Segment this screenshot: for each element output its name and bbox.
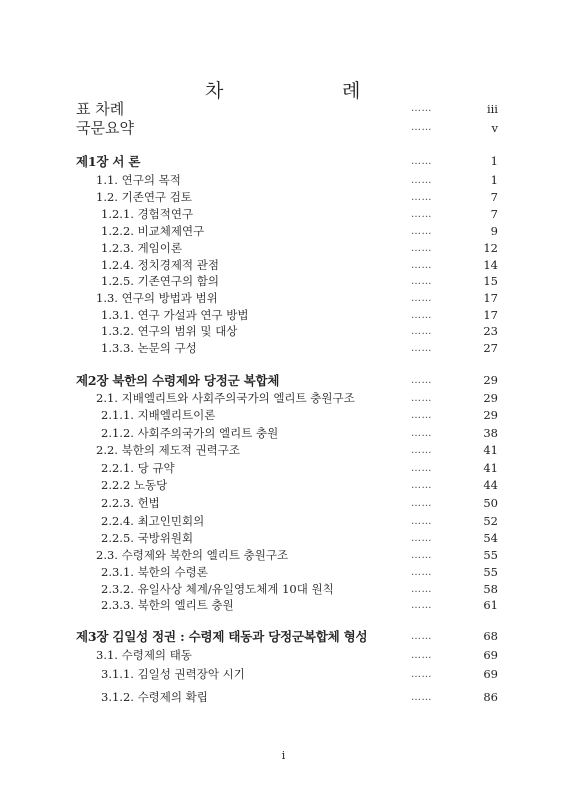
toc-subsection[interactable] [0,257,567,274]
toc-page-number: iii [486,102,498,116]
toc-chapter[interactable] [0,372,567,389]
toc-page-number: 50 [483,496,498,510]
toc-page-number: 55 [483,565,498,579]
toc-section[interactable] [0,290,567,307]
toc-subsection[interactable] [0,564,567,581]
toc-page-number: 68 [483,629,498,643]
toc-page-number: 69 [483,667,498,681]
toc-subsection[interactable] [0,495,567,512]
toc-entry-label: 국문요약 [76,119,134,137]
toc-section[interactable] [0,189,567,206]
toc-leader-dots: …… [411,293,432,304]
toc-subsection[interactable] [0,307,567,324]
toc-entry-label: 2.2.4. 최고인민회의 [101,514,205,528]
toc-page-number: 7 [490,207,498,221]
toc-entry-label: 1.2. 기존연구 검토 [96,190,192,204]
toc-page-number: 9 [490,224,498,238]
toc-leader-dots: …… [411,175,432,186]
toc-entry-label: 3.1.2. 수령제의 확립 [101,690,208,704]
toc-section[interactable] [0,172,567,189]
toc-entry-label: 2.3.2. 유일사상 체계/유일영도체계 10대 원칙 [101,582,334,596]
toc-entry-label: 2.2.3. 헌법 [101,496,160,510]
toc-section[interactable] [0,547,567,564]
toc-leader-dots: …… [411,631,432,642]
toc-entry-label: 2.2.1. 당 규약 [101,461,175,475]
toc-entry-front[interactable] [0,118,567,138]
toc-subsection[interactable] [0,460,567,477]
toc-subsection[interactable] [0,206,567,223]
toc-page-number: 17 [483,308,498,322]
toc-leader-dots: …… [411,122,432,133]
toc-page-number: 44 [483,478,498,492]
toc-subsection[interactable] [0,477,567,494]
toc-leader-dots: …… [411,533,432,544]
toc-page-number: 12 [483,241,498,255]
toc-leader-dots: …… [411,375,432,386]
toc-leader-dots: …… [411,669,432,680]
toc-leader-dots: …… [411,326,432,337]
toc-section[interactable] [0,390,567,407]
toc-page-number: 17 [483,291,498,305]
toc-leader-dots: …… [411,243,432,254]
toc-subsection[interactable] [0,340,567,357]
toc-page-number: 58 [483,582,498,596]
toc-entry-label: 2.3.3. 북한의 엘리트 충원 [101,598,234,612]
toc-entry-label: 3.1.1. 김일성 권력장악 시기 [101,667,245,681]
toc-subsection[interactable] [0,425,567,442]
toc-leader-dots: …… [411,650,432,661]
toc-leader-dots: …… [411,410,432,421]
toc-page-number: 27 [483,341,498,355]
toc-entry-label: 2.2.5. 국방위원회 [101,531,194,545]
toc-entry-label: 제1장 서 론 [76,154,141,169]
toc-leader-dots: …… [411,192,432,203]
page-number-footer: i [281,749,286,762]
toc-entry-label: 2.1.1. 지배엘리트이론 [101,408,216,422]
toc-entry-label: 2.1. 지배엘리트와 사회주의국가의 엘리트 충원구조 [96,391,355,405]
toc-entry-label: 1.3.2. 연구의 범위 및 대상 [101,324,238,338]
toc-section[interactable] [0,442,567,459]
toc-subsection[interactable] [0,689,567,706]
toc-chapter[interactable] [0,628,567,645]
toc-entry-label: 1.3.1. 연구 가설과 연구 방법 [101,308,249,322]
toc-entry-front[interactable] [0,99,567,119]
toc-entry-label: 1.1. 연구의 목적 [96,173,181,187]
toc-entry-label: 1.3. 연구의 방법과 범위 [96,291,218,305]
toc-entry-label: 제3장 김일성 정권 : 수령제 태동과 당정군복합체 형성 [76,629,368,644]
toc-entry-label: 제2장 북한의 수령제와 당정군 복합체 [76,373,280,388]
toc-entry-label: 1.2.2. 비교체제연구 [101,224,205,238]
toc-page-number: 41 [483,443,498,457]
toc-leader-dots: …… [411,209,432,220]
toc-page-number: 29 [483,373,498,387]
toc-entry-label: 1.2.5. 기존연구의 함의 [101,274,219,288]
toc-title [0,76,567,100]
toc-page-number: 1 [490,173,498,187]
toc-subsection[interactable] [0,581,567,598]
toc-page-number: 23 [483,324,498,338]
toc-entry-label: 2.2.2 노동당 [101,478,168,492]
toc-leader-dots: …… [411,584,432,595]
toc-leader-dots: …… [411,480,432,491]
toc-page-number: 52 [483,514,498,528]
toc-subsection[interactable] [0,407,567,424]
toc-page-number: 54 [483,531,498,545]
toc-subsection[interactable] [0,223,567,240]
toc-leader-dots: …… [411,550,432,561]
toc-chapter[interactable] [0,153,567,170]
toc-page-number: 29 [483,408,498,422]
toc-entry-label: 2.3. 수령제와 북한의 엘리트 충원구조 [96,548,289,562]
toc-entry-label: 2.1.2. 사회주의국가의 엘리트 충원 [101,426,279,440]
toc-page-number: 55 [483,548,498,562]
toc-page-number: 61 [483,598,498,612]
toc-entry-label: 3.1. 수령제의 태동 [96,648,192,662]
toc-entry-label: 1.2.1. 경험적연구 [101,207,194,221]
toc-subsection[interactable] [0,240,567,257]
toc-page-number: 86 [483,690,498,704]
toc-leader-dots: …… [411,600,432,611]
toc-subsection[interactable] [0,323,567,340]
toc-page-number: 7 [490,190,498,204]
toc-page-number: 38 [483,426,498,440]
toc-leader-dots: …… [411,692,432,703]
toc-subsection[interactable] [0,597,567,614]
toc-entry-label: 2.2. 북한의 제도적 권력구조 [96,443,240,457]
toc-leader-dots: …… [411,428,432,439]
toc-page-number: 41 [483,461,498,475]
toc-leader-dots: …… [411,226,432,237]
toc-title-left: 차 [205,80,224,102]
toc-entry-label: 2.3.1. 북한의 수령론 [101,565,208,579]
toc-leader-dots: …… [411,276,432,287]
toc-leader-dots: …… [411,445,432,456]
toc-leader-dots: …… [411,310,432,321]
toc-page-number: 29 [483,391,498,405]
toc-leader-dots: …… [411,343,432,354]
toc-subsection[interactable] [0,666,567,683]
toc-leader-dots: …… [411,567,432,578]
toc-page-number: 69 [483,648,498,662]
toc-leader-dots: …… [411,498,432,509]
toc-entry-label: 1.2.4. 정치경제적 관점 [101,258,219,272]
toc-title-right: 례 [342,80,361,102]
toc-entry-label: 표 차례 [76,100,125,118]
toc-entry-label: 1.2.3. 게임이론 [101,241,183,255]
toc-leader-dots: …… [411,516,432,527]
toc-entry-label: 1.3.3. 논문의 구성 [101,341,197,355]
toc-leader-dots: …… [411,156,432,167]
toc-leader-dots: …… [411,463,432,474]
toc-subsection[interactable] [0,513,567,530]
toc-page-number: v [491,121,498,135]
toc-page-number: 14 [483,258,498,272]
toc-subsection[interactable] [0,273,567,290]
toc-subsection[interactable] [0,530,567,547]
toc-page-number: 1 [490,154,498,168]
toc-leader-dots: …… [411,393,432,404]
toc-leader-dots: …… [411,103,432,114]
toc-page-number: 15 [483,274,498,288]
toc-section[interactable] [0,647,567,664]
toc-leader-dots: …… [411,260,432,271]
